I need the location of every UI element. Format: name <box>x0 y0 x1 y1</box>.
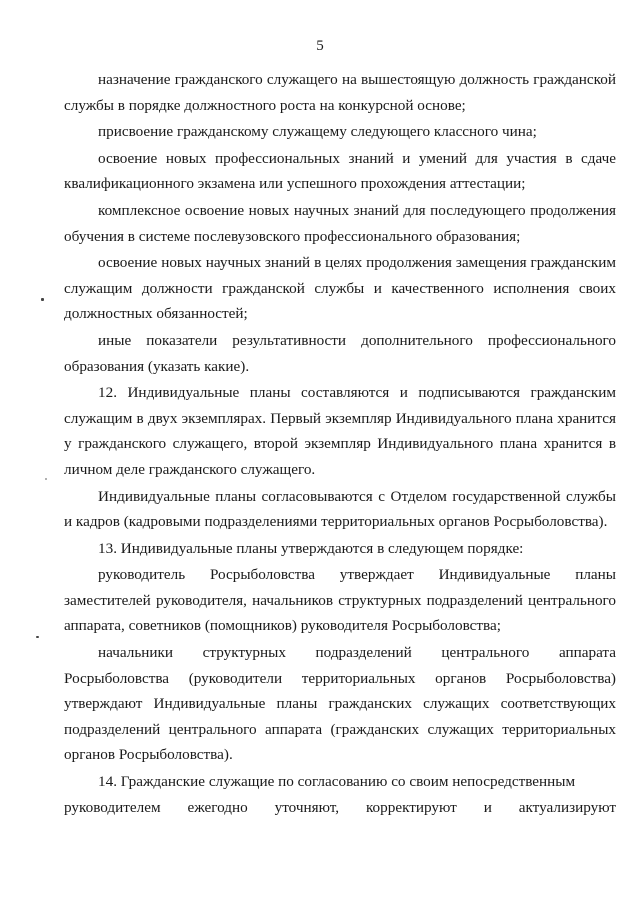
paragraph: комплексное освоение новых научных знаний для последующего продолжения обучения в системе послевузовского профессионального образования; <box>64 201 616 245</box>
paragraph: руководитель Росрыболовства утверждает Индивидуальные планы заместителей руководителя, начальников структурных подразделений центрального аппарата, советников (помощников) руководителя Росрыболовства; <box>64 566 616 635</box>
page-number: 5 <box>316 38 324 54</box>
scan-speck <box>41 298 44 301</box>
paragraph: 12. Индивидуальные планы составляются и подписываются гражданским служащим в двух экземплярах. Первый экземпляр Индивидуального плана хранится у гражданского служащего, второй экземпляр Индивидуального плана хранится в личном деле гражданского служащего. <box>64 384 616 478</box>
paragraph-continuation-line <box>64 795 616 821</box>
document-body <box>64 67 616 820</box>
word: корректируют <box>365 798 457 816</box>
paragraph: освоение новых научных знаний в целях продолжения замещения гражданским служащим должности гражданской службы и качественного исполнения своих должностных обязанностей; <box>64 254 616 323</box>
scan-speck <box>36 636 39 638</box>
word: руководителем <box>64 798 161 816</box>
paragraph: Индивидуальные планы согласовываются с Отделом государственной службы и кадров (кадровыми подразделениями территориальных органов Росрыболовства). <box>64 487 616 531</box>
paragraph: иные показатели результативности дополнительного профессионального образования (указать какие). <box>64 331 616 375</box>
word: и <box>483 798 492 816</box>
paragraph: присвоение гражданскому служащему следующего классного чина; <box>98 123 537 141</box>
paragraph: 14. Гражданские служащие по согласованию со своим непосредственным <box>98 773 576 791</box>
word: ежегодно <box>187 798 248 816</box>
word: актуализируют <box>518 798 616 816</box>
paragraph: начальники структурных подразделений центрального аппарата Росрыболовства (руководители территориальных органов Росрыболовства) утверждают Индивидуальные планы гражданских служащих соответствующих подразделений центрального аппарата (гражданских служащих территориальных органов Росрыболовства). <box>64 644 616 764</box>
scan-speck <box>45 478 47 480</box>
paragraph: 13. Индивидуальные планы утверждаются в следующем порядке: <box>98 539 524 557</box>
word: уточняют, <box>274 798 340 816</box>
paragraph: освоение новых профессиональных знаний и умений для участия в сдаче квалификационного экзамена или успешного прохождения аттестации; <box>64 149 616 193</box>
paragraph: назначение гражданского служащего на вышестоящую должность гражданской службы в порядке должностного роста на конкурсной основе; <box>64 71 616 114</box>
